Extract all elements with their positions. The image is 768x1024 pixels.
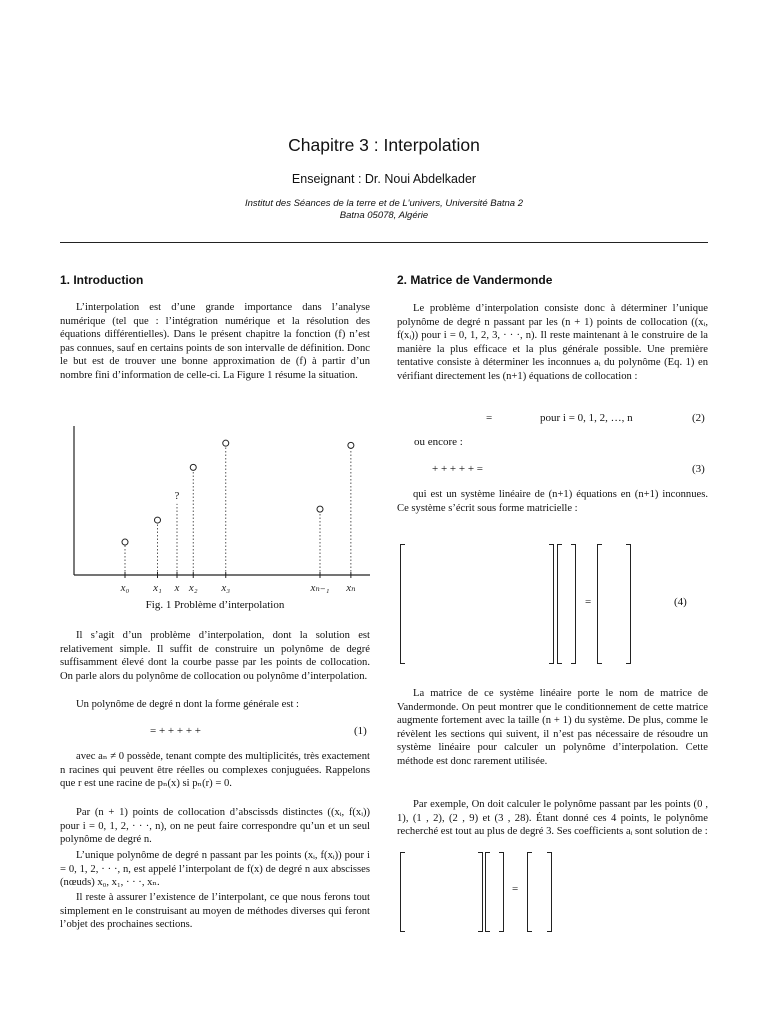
paragraph-linear-system: qui est un système linéaire de (n+1) équations en (n+1) inconnues. Ce système s’écrit sous forme matricielle :	[397, 489, 708, 514]
equation-3: + + + + + =	[432, 463, 483, 475]
equation-1: = + + + + +	[150, 725, 201, 737]
data-point-xn-1	[317, 506, 323, 512]
paragraph-polynomial-form: Un polynôme de degré n dont la forme générale est :	[76, 699, 299, 710]
equation-1-number: (1)	[354, 725, 367, 737]
paragraph-unique-polynomial: L’unique polynôme de degré n passant par les points (xᵢ, f(xᵢ)) pour i = 0, 1, 2, · · ·, n, est appelé l’interpolant de f(x) de degré n aux abscisses (nœuds) x₀, x₁, · · ·, xₙ.	[60, 850, 370, 889]
figure-axes	[74, 426, 370, 575]
equation-2-equals: =	[486, 412, 493, 424]
matrix-equation-4-equals: =	[585, 596, 592, 608]
example-vector-f-right-bracket	[547, 852, 552, 932]
data-point-x1	[155, 517, 161, 523]
equation-4-number: (4)	[674, 596, 687, 608]
tick-label-xn: xₙ	[346, 582, 356, 594]
tick-label-x: x	[174, 582, 180, 594]
section-heading-introduction: 1. Introduction	[60, 273, 144, 287]
equation-3-number: (3)	[692, 463, 705, 475]
unknown-value-label: ?	[174, 489, 180, 502]
paragraph-roots: avec aₙ ≠ 0 possède, tenant compte des multiplicités, très exactement n racines qui peuvent être réelles ou complexes conjuguées. Rappelons que r est une racine de pₙ(x) si pₙ(r) = 0.	[60, 751, 370, 790]
equation-2-number: (2)	[692, 412, 705, 424]
paragraph-example: Par exemple, On doit calculer le polynôme passant par les points (0 , 1), (1 , 2), (2 , 9) et (3 , 28). Étant donné ces 4 points, le polynôme recherché est tout au plus de degré 3. Ses coefficients aᵢ sont solution de :	[397, 799, 708, 838]
tick-label-x0: x₀	[120, 582, 130, 594]
affiliation	[0, 198, 768, 222]
intro-paragraph: L’interpolation est d’une grande importance dans l’analyse numérique (tel que : l’intégration numérique et la résolution des équations différentielles). Dans le présent chapitre la fonction (f) n’est pas connues, sauf en certains points de son intervalle de définition. Donc le but est de trouver une bonne approximation de (f) à partir d’un nombre fini d’information de celle-ci. La Figure 1 résume la situation.	[60, 302, 370, 381]
equation-2-range: pour i = 0, 1, 2, …, n	[540, 412, 633, 424]
matrix-a-left-bracket	[400, 544, 405, 664]
paragraph-existence: Il reste à assurer l’existence de l’interpolant, ce que nous ferons tout simplement en le construisant au moyen de méthodes diverses qui feront l’objet des prochaines sections.	[60, 892, 370, 931]
tick-label-xn-1: xₙ₋₁	[310, 582, 330, 594]
figure-tick-labels	[120, 582, 356, 594]
section-heading-vandermonde: 2. Matrice de Vandermonde	[397, 273, 553, 287]
example-vector-a-left-bracket	[485, 852, 490, 932]
affiliation-line1: Institut des Séances de la terre et de L'univers, Université Batna 2	[245, 198, 523, 209]
data-point-x0	[122, 539, 128, 545]
vector-a-left-bracket	[557, 544, 562, 664]
data-point-x3	[223, 440, 229, 446]
tick-label-x2: x₂	[188, 582, 198, 594]
vector-a-right-bracket	[571, 544, 576, 664]
affiliation-line2: Batna 05078, Algérie	[339, 210, 429, 221]
tick-label-x1: x₁	[153, 582, 162, 594]
example-vector-f-left-bracket	[527, 852, 532, 932]
matrix-a-right-bracket	[549, 544, 554, 664]
example-matrix-right-bracket	[478, 852, 483, 932]
teacher-line: Enseignant : Dr. Noui Abdelkader	[291, 172, 477, 186]
vector-f-left-bracket	[597, 544, 602, 664]
data-point-x2	[190, 464, 196, 470]
figure-marks	[122, 440, 354, 578]
vector-f-right-bracket	[626, 544, 631, 664]
interpolation-figure	[60, 420, 372, 595]
matrix-example-equals: =	[512, 883, 519, 895]
header-rule	[60, 242, 708, 243]
example-matrix-left-bracket	[400, 852, 405, 932]
ou-encore: ou encore :	[414, 436, 463, 448]
paragraph-vandermonde-matrix: La matrice de ce système linéaire porte le nom de matrice de Vandermonde. On peut montrer que le conditionnement de cette matrice augmente fortement avec la taille (n + 1) du système. De plus, comme le révèlent les sections qui suivent, il n’est pas nécessaire de résoudre un système linéaire pour calculer un polynôme d’interpolation. Cette méthode est donc rarement utilisée.	[397, 688, 708, 767]
example-vector-a-right-bracket	[499, 852, 504, 932]
paragraph-vandermonde-intro: Le problème d’interpolation consiste donc à déterminer l’unique polynôme de degré n passant par les (n + 1) points de collocation ((xᵢ, f(xᵢ)) pour i = 0, 1, 2, 3, · · ·, n). Il reste maintenant à le construire de la manière la plus efficace et la plus générale possible. Une première tentative consiste à déterminer les inconnues aᵢ du polynôme (Eq. 1) en vérifiant directement les (n+1) équations de collocation :	[397, 303, 708, 382]
tick-label-x3: x₃	[221, 582, 231, 594]
page-title: Chapitre 3 : Interpolation	[288, 135, 480, 155]
paragraph-interpolation-problem: Il s’agit d’un problème d’interpolation, dont la solution est relativement simple. Il suffit de construire un polynôme de degré suffisamment élevé dont la courbe passe par les points de collocation. On parle alors du polynôme de collocation ou polynôme d’interpolation.	[60, 630, 370, 682]
paragraph-collocation-points: Par (n + 1) points de collocation d’abscissds distinctes ((xᵢ, f(xᵢ)) pour i = 0, 1, 2, · · ·, n), on ne peut faire correspondre qu’un et un seul polynôme de degré n.	[60, 807, 370, 846]
figure-caption: Fig. 1 Problème d’interpolation	[145, 599, 285, 611]
data-point-xn	[348, 442, 354, 448]
